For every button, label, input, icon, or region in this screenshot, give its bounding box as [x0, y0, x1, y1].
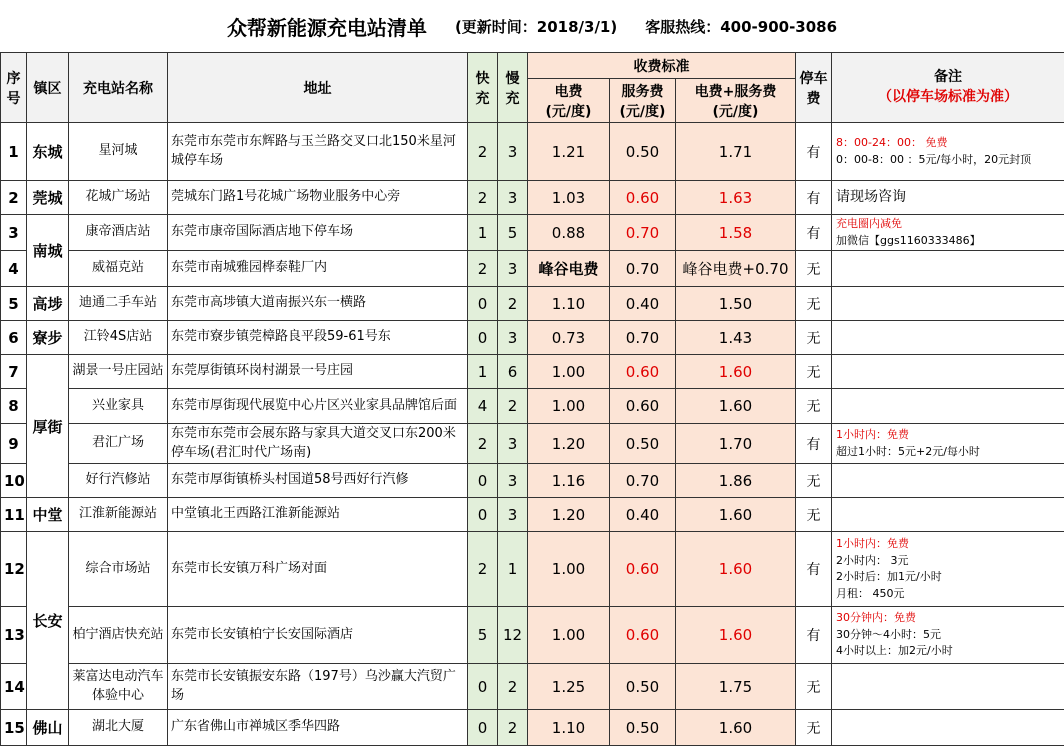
service-hotline: 客服热线：400-900-3086	[645, 16, 837, 37]
row-number: 11	[1, 498, 27, 532]
electricity-fee: 1.00	[528, 532, 610, 607]
total-fee: 1.43	[676, 321, 796, 355]
station-address: 莞城东门路1号花城广场物业服务中心旁	[168, 181, 468, 215]
electricity-fee: 1.16	[528, 464, 610, 498]
fast-charger-count: 0	[468, 464, 498, 498]
header-total-unit: (元/度)	[679, 101, 792, 121]
row-number: 2	[1, 181, 27, 215]
station-address: 中堂镇北王西路江淮新能源站	[168, 498, 468, 532]
district-cell: 长安	[27, 532, 69, 710]
header-elec-label: 电费	[531, 81, 606, 101]
service-fee: 0.50	[610, 710, 676, 746]
station-name: 迪通二手车站	[69, 287, 168, 321]
parking-fee: 无	[796, 287, 832, 321]
electricity-fee: 1.10	[528, 710, 610, 746]
fast-charger-count: 1	[468, 215, 498, 251]
header-note-title: 备注	[835, 68, 1061, 88]
total-fee: 1.58	[676, 215, 796, 251]
note-line: 月租： 450元	[836, 586, 1061, 603]
slow-charger-count: 3	[498, 181, 528, 215]
electricity-fee: 0.88	[528, 215, 610, 251]
service-fee: 0.50	[610, 424, 676, 464]
table-row	[1, 532, 1064, 607]
total-fee: 1.86	[676, 464, 796, 498]
row-number: 15	[1, 710, 27, 746]
note-cell	[832, 181, 1064, 215]
table-row	[1, 123, 1064, 181]
parking-fee: 有	[796, 532, 832, 607]
row-number: 9	[1, 424, 27, 464]
parking-fee: 有	[796, 123, 832, 181]
note-cell	[832, 607, 1064, 664]
row-number: 4	[1, 251, 27, 287]
service-fee: 0.70	[610, 215, 676, 251]
electricity-fee: 1.00	[528, 355, 610, 389]
total-fee: 1.60	[676, 355, 796, 389]
table-row	[1, 607, 1064, 664]
row-number: 3	[1, 215, 27, 251]
note-cell	[832, 664, 1064, 710]
station-address: 东莞市厚街现代展览中心片区兴业家具品牌馆后面	[168, 389, 468, 424]
header-parking: 停车费	[796, 53, 832, 123]
total-fee: 1.75	[676, 664, 796, 710]
table-row	[1, 710, 1064, 746]
slow-charger-count: 3	[498, 321, 528, 355]
total-fee: 1.60	[676, 607, 796, 664]
service-fee: 0.60	[610, 355, 676, 389]
row-number: 14	[1, 664, 27, 710]
service-fee: 0.60	[610, 607, 676, 664]
slow-charger-count: 2	[498, 287, 528, 321]
service-fee: 0.40	[610, 287, 676, 321]
note-line: 30分钟～4小时：5元	[836, 627, 1061, 644]
slow-charger-count: 3	[498, 123, 528, 181]
fast-charger-count: 5	[468, 607, 498, 664]
header-address: 地址	[168, 53, 468, 123]
district-cell: 寮步	[27, 321, 69, 355]
title-bar	[0, 0, 1064, 52]
header-fee-group: 收费标准	[528, 53, 796, 79]
parking-fee: 无	[796, 321, 832, 355]
page-title: 众帮新能源充电站清单	[227, 12, 427, 41]
total-fee: 1.60	[676, 498, 796, 532]
station-address: 东莞厚街镇环岗村湖景一号庄园	[168, 355, 468, 389]
station-name: 星河城	[69, 123, 168, 181]
header-no: 序号	[1, 53, 27, 123]
parking-fee: 无	[796, 464, 832, 498]
note-cell	[832, 251, 1064, 287]
table-row	[1, 424, 1064, 464]
slow-charger-count: 12	[498, 607, 528, 664]
slow-charger-count: 2	[498, 389, 528, 424]
total-fee: 1.60	[676, 389, 796, 424]
slow-charger-count: 3	[498, 424, 528, 464]
note-cell	[832, 355, 1064, 389]
table-row	[1, 181, 1064, 215]
station-name: 柏宁酒店快充站	[69, 607, 168, 664]
service-fee: 0.70	[610, 321, 676, 355]
station-name: 湖景一号庄园站	[69, 355, 168, 389]
station-table-body	[1, 123, 1064, 746]
note-line: 充电圈内减免	[836, 216, 1061, 233]
fast-charger-count: 2	[468, 532, 498, 607]
note-line: 超过1小时：5元+2元/每小时	[836, 444, 1061, 461]
update-time: (更新时间：2018/3/1)	[455, 16, 617, 37]
note-line: 2小时后：加1元/小时	[836, 569, 1061, 586]
note-cell	[832, 321, 1064, 355]
station-table	[0, 52, 1064, 746]
service-fee: 0.50	[610, 664, 676, 710]
note-cell	[832, 123, 1064, 181]
header-note-sub: （以停车场标准为准）	[835, 88, 1061, 108]
service-fee: 0.50	[610, 123, 676, 181]
header-name: 充电站名称	[69, 53, 168, 123]
parking-fee: 有	[796, 181, 832, 215]
slow-charger-count: 2	[498, 710, 528, 746]
station-address: 东莞市康帝国际酒店地下停车场	[168, 215, 468, 251]
total-fee: 1.60	[676, 710, 796, 746]
station-address: 东莞市寮步镇莞樟路良平段59-61号东	[168, 321, 468, 355]
row-number: 10	[1, 464, 27, 498]
station-address: 东莞市长安镇万科广场对面	[168, 532, 468, 607]
district-cell: 佛山	[27, 710, 69, 746]
station-address: 东莞市东莞市会展东路与家具大道交叉口东200米停车场(君汇时代广场南)	[168, 424, 468, 464]
station-address: 东莞市南城雅园桦泰鞋厂内	[168, 251, 468, 287]
service-fee: 0.70	[610, 464, 676, 498]
table-row	[1, 498, 1064, 532]
table-row	[1, 464, 1064, 498]
header-elec-unit: (元/度)	[531, 101, 606, 121]
slow-charger-count: 3	[498, 251, 528, 287]
fast-charger-count: 0	[468, 664, 498, 710]
service-fee: 0.40	[610, 498, 676, 532]
header-slow: 慢充	[498, 53, 528, 123]
note-line: 4小时以上：加2元/小时	[836, 643, 1061, 660]
station-name: 江淮新能源站	[69, 498, 168, 532]
district-cell: 厚街	[27, 355, 69, 498]
row-number: 7	[1, 355, 27, 389]
service-fee: 0.60	[610, 532, 676, 607]
service-fee: 0.60	[610, 389, 676, 424]
total-fee: 1.50	[676, 287, 796, 321]
station-address: 东莞市厚街镇桥头村国道58号西好行汽修	[168, 464, 468, 498]
header-district: 镇区	[27, 53, 69, 123]
parking-fee: 有	[796, 215, 832, 251]
station-name: 综合市场站	[69, 532, 168, 607]
electricity-fee: 1.25	[528, 664, 610, 710]
station-name: 康帝酒店站	[69, 215, 168, 251]
fast-charger-count: 4	[468, 389, 498, 424]
district-cell: 莞城	[27, 181, 69, 215]
note-line: 0：00-8：00 ：5元/每小时，20元封顶	[836, 152, 1061, 169]
fast-charger-count: 1	[468, 355, 498, 389]
total-fee: 峰谷电费+0.70	[676, 251, 796, 287]
district-cell: 东城	[27, 123, 69, 181]
header-fast: 快充	[468, 53, 498, 123]
note-cell	[832, 498, 1064, 532]
fast-charger-count: 2	[468, 181, 498, 215]
station-address: 广东省佛山市禅城区季华四路	[168, 710, 468, 746]
note-line: 请现场咨询	[836, 187, 1061, 208]
electricity-fee: 1.10	[528, 287, 610, 321]
table-row	[1, 251, 1064, 287]
electricity-fee: 1.20	[528, 424, 610, 464]
note-line: 8：00-24：00： 免费	[836, 135, 1061, 152]
row-number: 1	[1, 123, 27, 181]
service-fee: 0.60	[610, 181, 676, 215]
station-address: 东莞市高埗镇大道南振兴东一横路	[168, 287, 468, 321]
station-name: 兴业家具	[69, 389, 168, 424]
header-service-unit: (元/度)	[613, 101, 672, 121]
parking-fee: 无	[796, 355, 832, 389]
slow-charger-count: 2	[498, 664, 528, 710]
total-fee: 1.70	[676, 424, 796, 464]
header-total	[676, 79, 796, 123]
note-line: 30分钟内：免费	[836, 610, 1061, 627]
slow-charger-count: 5	[498, 215, 528, 251]
table-row	[1, 355, 1064, 389]
station-name: 莱富达电动汽车体验中心	[69, 664, 168, 710]
note-line: 1小时内：免费	[836, 536, 1061, 553]
note-cell	[832, 532, 1064, 607]
table-row	[1, 389, 1064, 424]
parking-fee: 无	[796, 664, 832, 710]
station-name: 君汇广场	[69, 424, 168, 464]
parking-fee: 有	[796, 424, 832, 464]
fast-charger-count: 2	[468, 123, 498, 181]
total-fee: 1.60	[676, 532, 796, 607]
parking-fee: 有	[796, 607, 832, 664]
station-name: 威福克站	[69, 251, 168, 287]
note-line: 2小时内： 3元	[836, 553, 1061, 570]
service-fee: 0.70	[610, 251, 676, 287]
header-service	[610, 79, 676, 123]
fast-charger-count: 2	[468, 424, 498, 464]
note-cell	[832, 464, 1064, 498]
district-cell: 南城	[27, 215, 69, 287]
note-cell	[832, 424, 1064, 464]
note-cell	[832, 215, 1064, 251]
fast-charger-count: 2	[468, 251, 498, 287]
parking-fee: 无	[796, 251, 832, 287]
parking-fee: 无	[796, 498, 832, 532]
slow-charger-count: 1	[498, 532, 528, 607]
electricity-fee: 1.20	[528, 498, 610, 532]
note-cell	[832, 287, 1064, 321]
note-line: 加微信【ggs1160333486】	[836, 233, 1061, 250]
station-name: 湖北大厦	[69, 710, 168, 746]
note-cell	[832, 710, 1064, 746]
note-cell	[832, 389, 1064, 424]
row-number: 6	[1, 321, 27, 355]
row-number: 8	[1, 389, 27, 424]
station-address: 东莞市东莞市东辉路与玉兰路交叉口北150米星河城停车场	[168, 123, 468, 181]
row-number: 12	[1, 532, 27, 607]
station-name: 花城广场站	[69, 181, 168, 215]
total-fee: 1.71	[676, 123, 796, 181]
parking-fee: 无	[796, 389, 832, 424]
parking-fee: 无	[796, 710, 832, 746]
electricity-fee: 1.03	[528, 181, 610, 215]
table-row	[1, 215, 1064, 251]
row-number: 13	[1, 607, 27, 664]
fast-charger-count: 0	[468, 498, 498, 532]
header-note	[832, 53, 1064, 123]
table-row	[1, 321, 1064, 355]
electricity-fee: 峰谷电费	[528, 251, 610, 287]
table-row	[1, 664, 1064, 710]
row-number: 5	[1, 287, 27, 321]
station-address: 东莞市长安镇柏宁长安国际酒店	[168, 607, 468, 664]
slow-charger-count: 3	[498, 464, 528, 498]
district-cell: 高埗	[27, 287, 69, 321]
fast-charger-count: 0	[468, 321, 498, 355]
station-address: 东莞市长安镇振安东路（197号）乌沙赢大汽贸广场	[168, 664, 468, 710]
table-row	[1, 287, 1064, 321]
station-name: 江铃4S店站	[69, 321, 168, 355]
total-fee: 1.63	[676, 181, 796, 215]
header-total-label: 电费+服务费	[679, 81, 792, 101]
electricity-fee: 0.73	[528, 321, 610, 355]
fast-charger-count: 0	[468, 287, 498, 321]
header-service-label: 服务费	[613, 81, 672, 101]
electricity-fee: 1.21	[528, 123, 610, 181]
fast-charger-count: 0	[468, 710, 498, 746]
slow-charger-count: 3	[498, 498, 528, 532]
slow-charger-count: 6	[498, 355, 528, 389]
header-elec	[528, 79, 610, 123]
electricity-fee: 1.00	[528, 389, 610, 424]
electricity-fee: 1.00	[528, 607, 610, 664]
station-name: 好行汽修站	[69, 464, 168, 498]
district-cell: 中堂	[27, 498, 69, 532]
note-line: 1小时内：免费	[836, 427, 1061, 444]
